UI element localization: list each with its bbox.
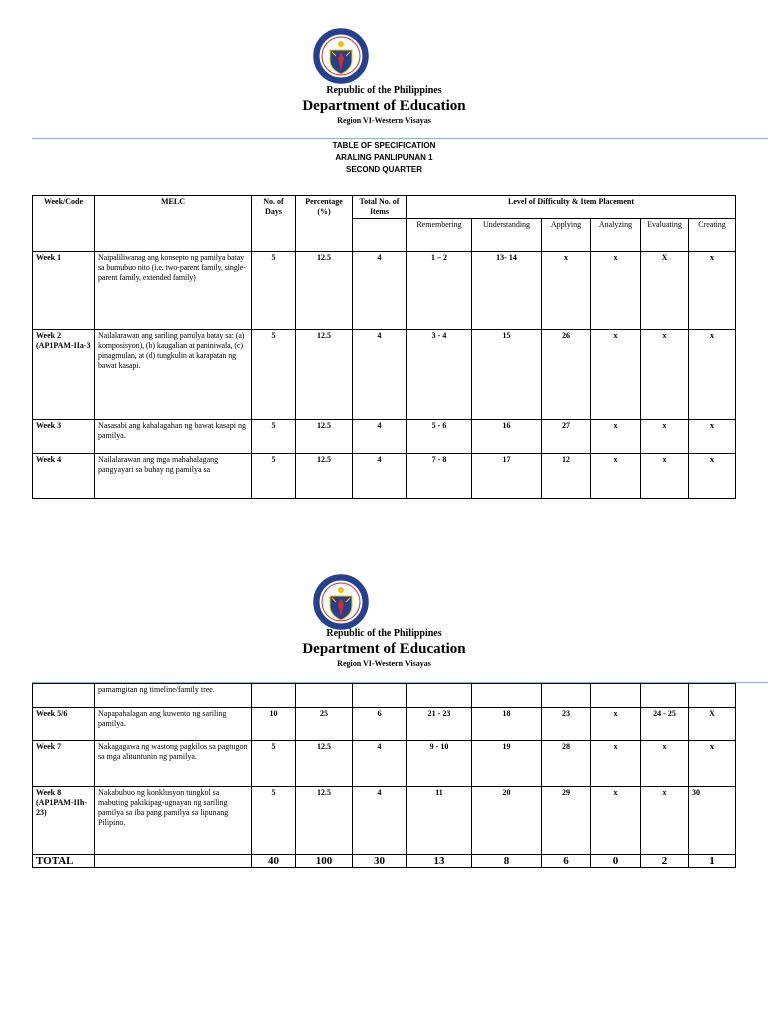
creating-cell: x [689, 330, 736, 420]
melc-cell: Nakagagawa ng wastong pagkilos sa pagtugon sa mga alituntunin ng pamilya. [95, 741, 252, 787]
analyzing-cell: x [591, 252, 641, 330]
week-cell [33, 684, 95, 708]
total-understanding: 8 [472, 855, 542, 868]
table-row [33, 684, 736, 708]
creating-cell: x [689, 420, 736, 454]
analyzing-cell: x [591, 741, 641, 787]
total-evaluating: 2 [641, 855, 689, 868]
days-cell: 5 [252, 787, 296, 855]
total-days: 40 [252, 855, 296, 868]
percentage-cell: 12.5 [296, 454, 353, 499]
header-days: No. of Days [252, 196, 296, 252]
header-percentage: Percentage (%) [296, 196, 353, 252]
understanding-cell: 19 [472, 741, 542, 787]
remembering-cell: 9 - 10 [407, 741, 472, 787]
total-applying: 6 [542, 855, 591, 868]
header-total-items: Total No. of Items [353, 196, 407, 219]
week-cell: Week 7 [33, 741, 95, 787]
understanding-cell: 16 [472, 420, 542, 454]
percentage-cell [296, 684, 353, 708]
total-items-cell: 4 [353, 252, 407, 330]
evaluating-cell: 24 - 25 [641, 708, 689, 741]
table-row [33, 708, 736, 741]
total-label: TOTAL [33, 855, 95, 868]
total-creating: 1 [689, 855, 736, 868]
evaluating-cell [641, 684, 689, 708]
applying-cell: 27 [542, 420, 591, 454]
header-remembering: Remembering [407, 219, 472, 252]
header-department: Department of Education [302, 98, 466, 114]
melc-cell: Nasasabi ang kahalagahan ng bawat kasapi ng pamilya. [95, 420, 252, 454]
total-row [33, 855, 736, 868]
remembering-cell: 11 [407, 787, 472, 855]
table-row [33, 330, 736, 420]
total-percentage: 100 [296, 855, 353, 868]
percentage-cell: 12.5 [296, 420, 353, 454]
evaluating-cell: x [641, 420, 689, 454]
analyzing-cell: x [591, 330, 641, 420]
melc-cell: Nailalarawan ang sariling pamilya batay sa: (a) komposisyon), (b) kaugalian at paniniwala, (c) pinagmulan, at (d) tungkulin at karapatan ng bawat kasapi. [95, 330, 252, 420]
deped-seal-logo [313, 28, 369, 84]
evaluating-cell: x [641, 787, 689, 855]
melc-cell: pamamgitan ng timeline/family tree. [95, 684, 252, 708]
table-row [33, 454, 736, 499]
total-items-cell: 4 [353, 741, 407, 787]
applying-cell [542, 684, 591, 708]
remembering-cell: 3 - 4 [407, 330, 472, 420]
total-items: 30 [353, 855, 407, 868]
remembering-cell: 5 - 6 [407, 420, 472, 454]
header-applying: Applying [542, 219, 591, 252]
header-melc: MELC [95, 196, 252, 252]
table-row [33, 252, 736, 330]
understanding-cell: 17 [472, 454, 542, 499]
total-items-cell: 4 [353, 787, 407, 855]
specification-table-page-2 [32, 683, 736, 868]
understanding-cell: 18 [472, 708, 542, 741]
document-subject: ARALING PANLIPUNAN 1 [335, 153, 433, 162]
evaluating-cell: X [641, 252, 689, 330]
table-row [33, 787, 736, 855]
total-items-cell [353, 684, 407, 708]
understanding-cell [472, 684, 542, 708]
applying-cell: 28 [542, 741, 591, 787]
days-cell: 5 [252, 252, 296, 330]
week-cell: Week 3 [33, 420, 95, 454]
evaluating-cell: x [641, 741, 689, 787]
total-melc-blank [95, 855, 252, 868]
applying-cell: 23 [542, 708, 591, 741]
percentage-cell: 12.5 [296, 741, 353, 787]
week-cell: Week 1 [33, 252, 95, 330]
creating-cell: x [689, 741, 736, 787]
percentage-cell: 25 [296, 708, 353, 741]
header-creating: Creating [689, 219, 736, 252]
header-divider [32, 138, 768, 139]
percentage-cell: 12.5 [296, 330, 353, 420]
week-cell: Week 8 (AP1PAM-IIh-23) [33, 787, 95, 855]
week-cell: Week 5/6 [33, 708, 95, 741]
document-quarter: SECOND QUARTER [345, 165, 422, 174]
header-analyzing: Analyzing [591, 219, 641, 252]
analyzing-cell: x [591, 708, 641, 741]
week-cell: Week 4 [33, 454, 95, 499]
header-country: Republic of the Philippines [326, 628, 442, 639]
header-department: Department of Education [302, 641, 466, 657]
total-items-cell: 6 [353, 708, 407, 741]
days-cell: 5 [252, 330, 296, 420]
evaluating-cell: x [641, 454, 689, 499]
total-items-cell: 4 [353, 330, 407, 420]
total-items-cell: 4 [353, 420, 407, 454]
deped-seal-logo [313, 574, 369, 630]
percentage-cell: 12.5 [296, 787, 353, 855]
week-cell: Week 2 (AP1PAM-IIa-3 [33, 330, 95, 420]
table-row [33, 420, 736, 454]
header-level-of-difficulty: Level of Difficulty & Item Placement [407, 196, 736, 219]
header-region: Region VI-Western Visayas [337, 659, 431, 668]
melc-cell: Nakabubuo ng konklusyon tungkol sa mabuting pakikipag-ugnayan ng sariling pamilya sa iba pang pamilya sa lipunang Pilipino. [95, 787, 252, 855]
document-title: TABLE OF SPECIFICATION [332, 141, 436, 150]
header-region: Region VI-Western Visayas [337, 116, 431, 125]
table-row [33, 741, 736, 787]
applying-cell: x [542, 252, 591, 330]
remembering-cell: 21 - 23 [407, 708, 472, 741]
days-cell: 10 [252, 708, 296, 741]
melc-cell: Naipaliliwanag ang konsepto ng pamilya batay sa bumubuo nito (i.e. two-parent family, single-parent family, extended family) [95, 252, 252, 330]
melc-cell: Nailalarawan ang mga mahahalagang pangyayari sa buhay ng pamilya sa [95, 454, 252, 499]
days-cell: 5 [252, 420, 296, 454]
days-cell [252, 684, 296, 708]
creating-cell: x [689, 252, 736, 330]
header-week-code: Week/Code [33, 196, 95, 252]
creating-cell [689, 684, 736, 708]
understanding-cell: 13- 14 [472, 252, 542, 330]
applying-cell: 12 [542, 454, 591, 499]
analyzing-cell: x [591, 420, 641, 454]
creating-cell: 30 [689, 787, 736, 855]
percentage-cell: 12.5 [296, 252, 353, 330]
analyzing-cell [591, 684, 641, 708]
specification-table-page-1 [32, 195, 736, 499]
applying-cell: 26 [542, 330, 591, 420]
days-cell: 5 [252, 741, 296, 787]
header-country: Republic of the Philippines [326, 85, 442, 96]
remembering-cell: 1 – 2 [407, 252, 472, 330]
analyzing-cell: x [591, 787, 641, 855]
creating-cell: X [689, 708, 736, 741]
applying-cell: 29 [542, 787, 591, 855]
header-understanding: Understanding [472, 219, 542, 252]
evaluating-cell: x [641, 330, 689, 420]
page-2 [0, 560, 768, 1024]
header-total-items-blank [353, 219, 407, 252]
total-analyzing: 0 [591, 855, 641, 868]
header-evaluating: Evaluating [641, 219, 689, 252]
understanding-cell: 15 [472, 330, 542, 420]
understanding-cell: 20 [472, 787, 542, 855]
days-cell: 5 [252, 454, 296, 499]
total-remembering: 13 [407, 855, 472, 868]
total-items-cell: 4 [353, 454, 407, 499]
creating-cell: x [689, 454, 736, 499]
remembering-cell [407, 684, 472, 708]
analyzing-cell: x [591, 454, 641, 499]
remembering-cell: 7 - 8 [407, 454, 472, 499]
melc-cell: Napapahalagan ang kuwento ng sariling pamilya. [95, 708, 252, 741]
